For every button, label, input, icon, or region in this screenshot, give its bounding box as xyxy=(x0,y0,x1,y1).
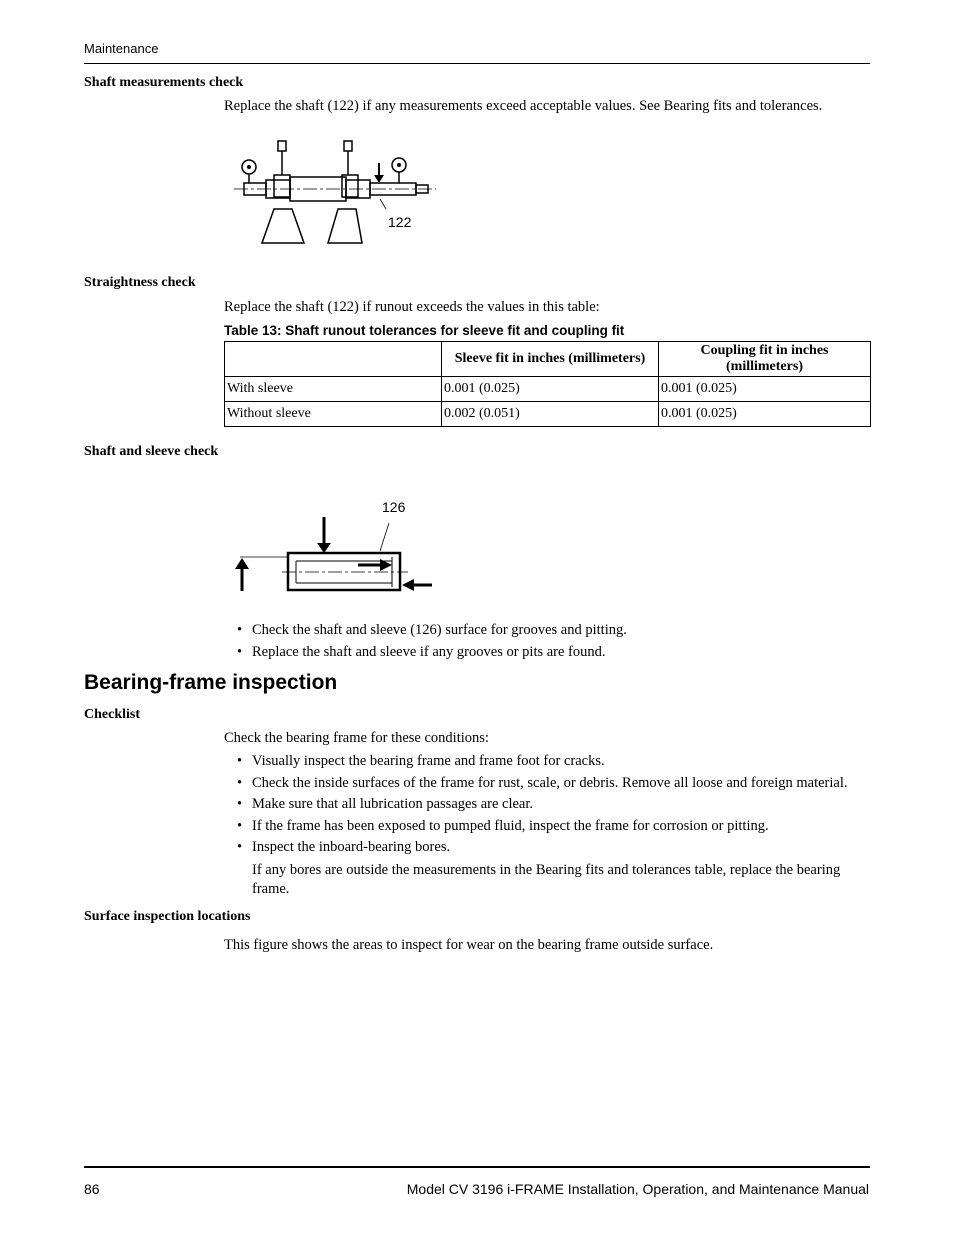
list-item-text: Check the shaft and sleeve (126) surface for grooves and pitting. xyxy=(252,622,627,638)
shaft-part-label: 122 xyxy=(388,214,412,230)
list-item-text: Check the inside surfaces of the frame for rust, scale, or debris. Remove all loose and foreign material. xyxy=(252,774,848,791)
straightness-heading: Straightness check xyxy=(84,275,196,290)
table-cell: 0.002 (0.051) xyxy=(442,402,659,427)
table-header-cell: Sleeve fit in inches (millimeters) xyxy=(442,342,659,377)
checklist xyxy=(224,752,870,860)
table-row xyxy=(225,402,871,427)
table-cell: 0.001 (0.025) xyxy=(659,402,871,427)
table-cell: 0.001 (0.025) xyxy=(659,377,871,402)
table-header-cell: Coupling fit in inches (millimeters) xyxy=(659,342,871,377)
list-item: • Replace the shaft and sleeve if any grooves or pits are found. xyxy=(237,643,606,660)
shaft-measurements-heading: Shaft measurements check xyxy=(84,75,244,90)
table-header-row xyxy=(225,342,871,377)
list-item: • Make sure that all lubrication passages are clear. xyxy=(237,796,534,812)
shaft-sleeve-heading: Shaft and sleeve check xyxy=(84,444,219,459)
list-item-text: Inspect the inboard-bearing bores. xyxy=(252,839,451,855)
header-rule xyxy=(84,63,870,64)
list-item: • Inspect the inboard-bearing bores. xyxy=(237,839,451,855)
table-cell: With sleeve xyxy=(225,377,442,402)
table-caption: Table 13: Shaft runout tolerances for sleeve fit and coupling fit xyxy=(224,323,625,338)
list-item: • Check the shaft and sleeve (126) surface for grooves and pitting. xyxy=(237,622,627,638)
list-item-text: If the frame has been exposed to pumped fluid, inspect the frame for corrosion or pitting. xyxy=(252,817,769,834)
section-title: Bearing-frame inspection xyxy=(84,671,338,694)
running-header: Maintenance xyxy=(84,41,159,56)
bores-note: If any bores are outside the measurements in the Bearing fits and tolerances table, replace the bearing frame. xyxy=(252,862,841,897)
sleeve-bullet-list xyxy=(224,621,870,664)
list-item-text: Visually inspect the bearing frame and frame foot for cracks. xyxy=(252,753,605,769)
manual-title: Model CV 3196 i-FRAME Installation, Operation, and Maintenance Manual xyxy=(406,1181,869,1197)
surface-heading: Surface inspection locations xyxy=(84,909,251,924)
table-row xyxy=(225,377,871,402)
sleeve-check-figure xyxy=(232,515,438,595)
list-item-text: Replace the shaft and sleeve if any grooves or pits are found. xyxy=(252,643,606,660)
shaft-measurements-text: Replace the shaft (122) if any measurements exceed acceptable values. See Bearing fits and tolerances. xyxy=(224,98,823,114)
table-header-cell xyxy=(225,342,442,377)
footer-rule xyxy=(84,1166,870,1168)
list-item: • Check the inside surfaces of the frame for rust, scale, or debris. Remove all loose and foreign material. xyxy=(237,774,848,791)
checklist-intro: Check the bearing frame for these conditions: xyxy=(224,730,489,746)
list-item-text: Make sure that all lubrication passages are clear. xyxy=(252,796,534,812)
list-item: • Visually inspect the bearing frame and frame foot for cracks. xyxy=(237,753,605,769)
shaft-runout-figure xyxy=(230,135,440,247)
list-item: • If the frame has been exposed to pumped fluid, inspect the frame for corrosion or pitting. xyxy=(237,817,769,834)
table-cell: 0.001 (0.025) xyxy=(442,377,659,402)
checklist-heading: Checklist xyxy=(84,707,140,722)
table-cell: Without sleeve xyxy=(225,402,442,427)
page-number: 86 xyxy=(84,1181,100,1197)
sleeve-part-label: 126 xyxy=(382,499,406,515)
straightness-text: Replace the shaft (122) if runout exceeds the values in this table: xyxy=(224,299,600,315)
runout-table xyxy=(224,341,871,427)
surface-text: This figure shows the areas to inspect for wear on the bearing frame outside surface. xyxy=(224,937,714,953)
